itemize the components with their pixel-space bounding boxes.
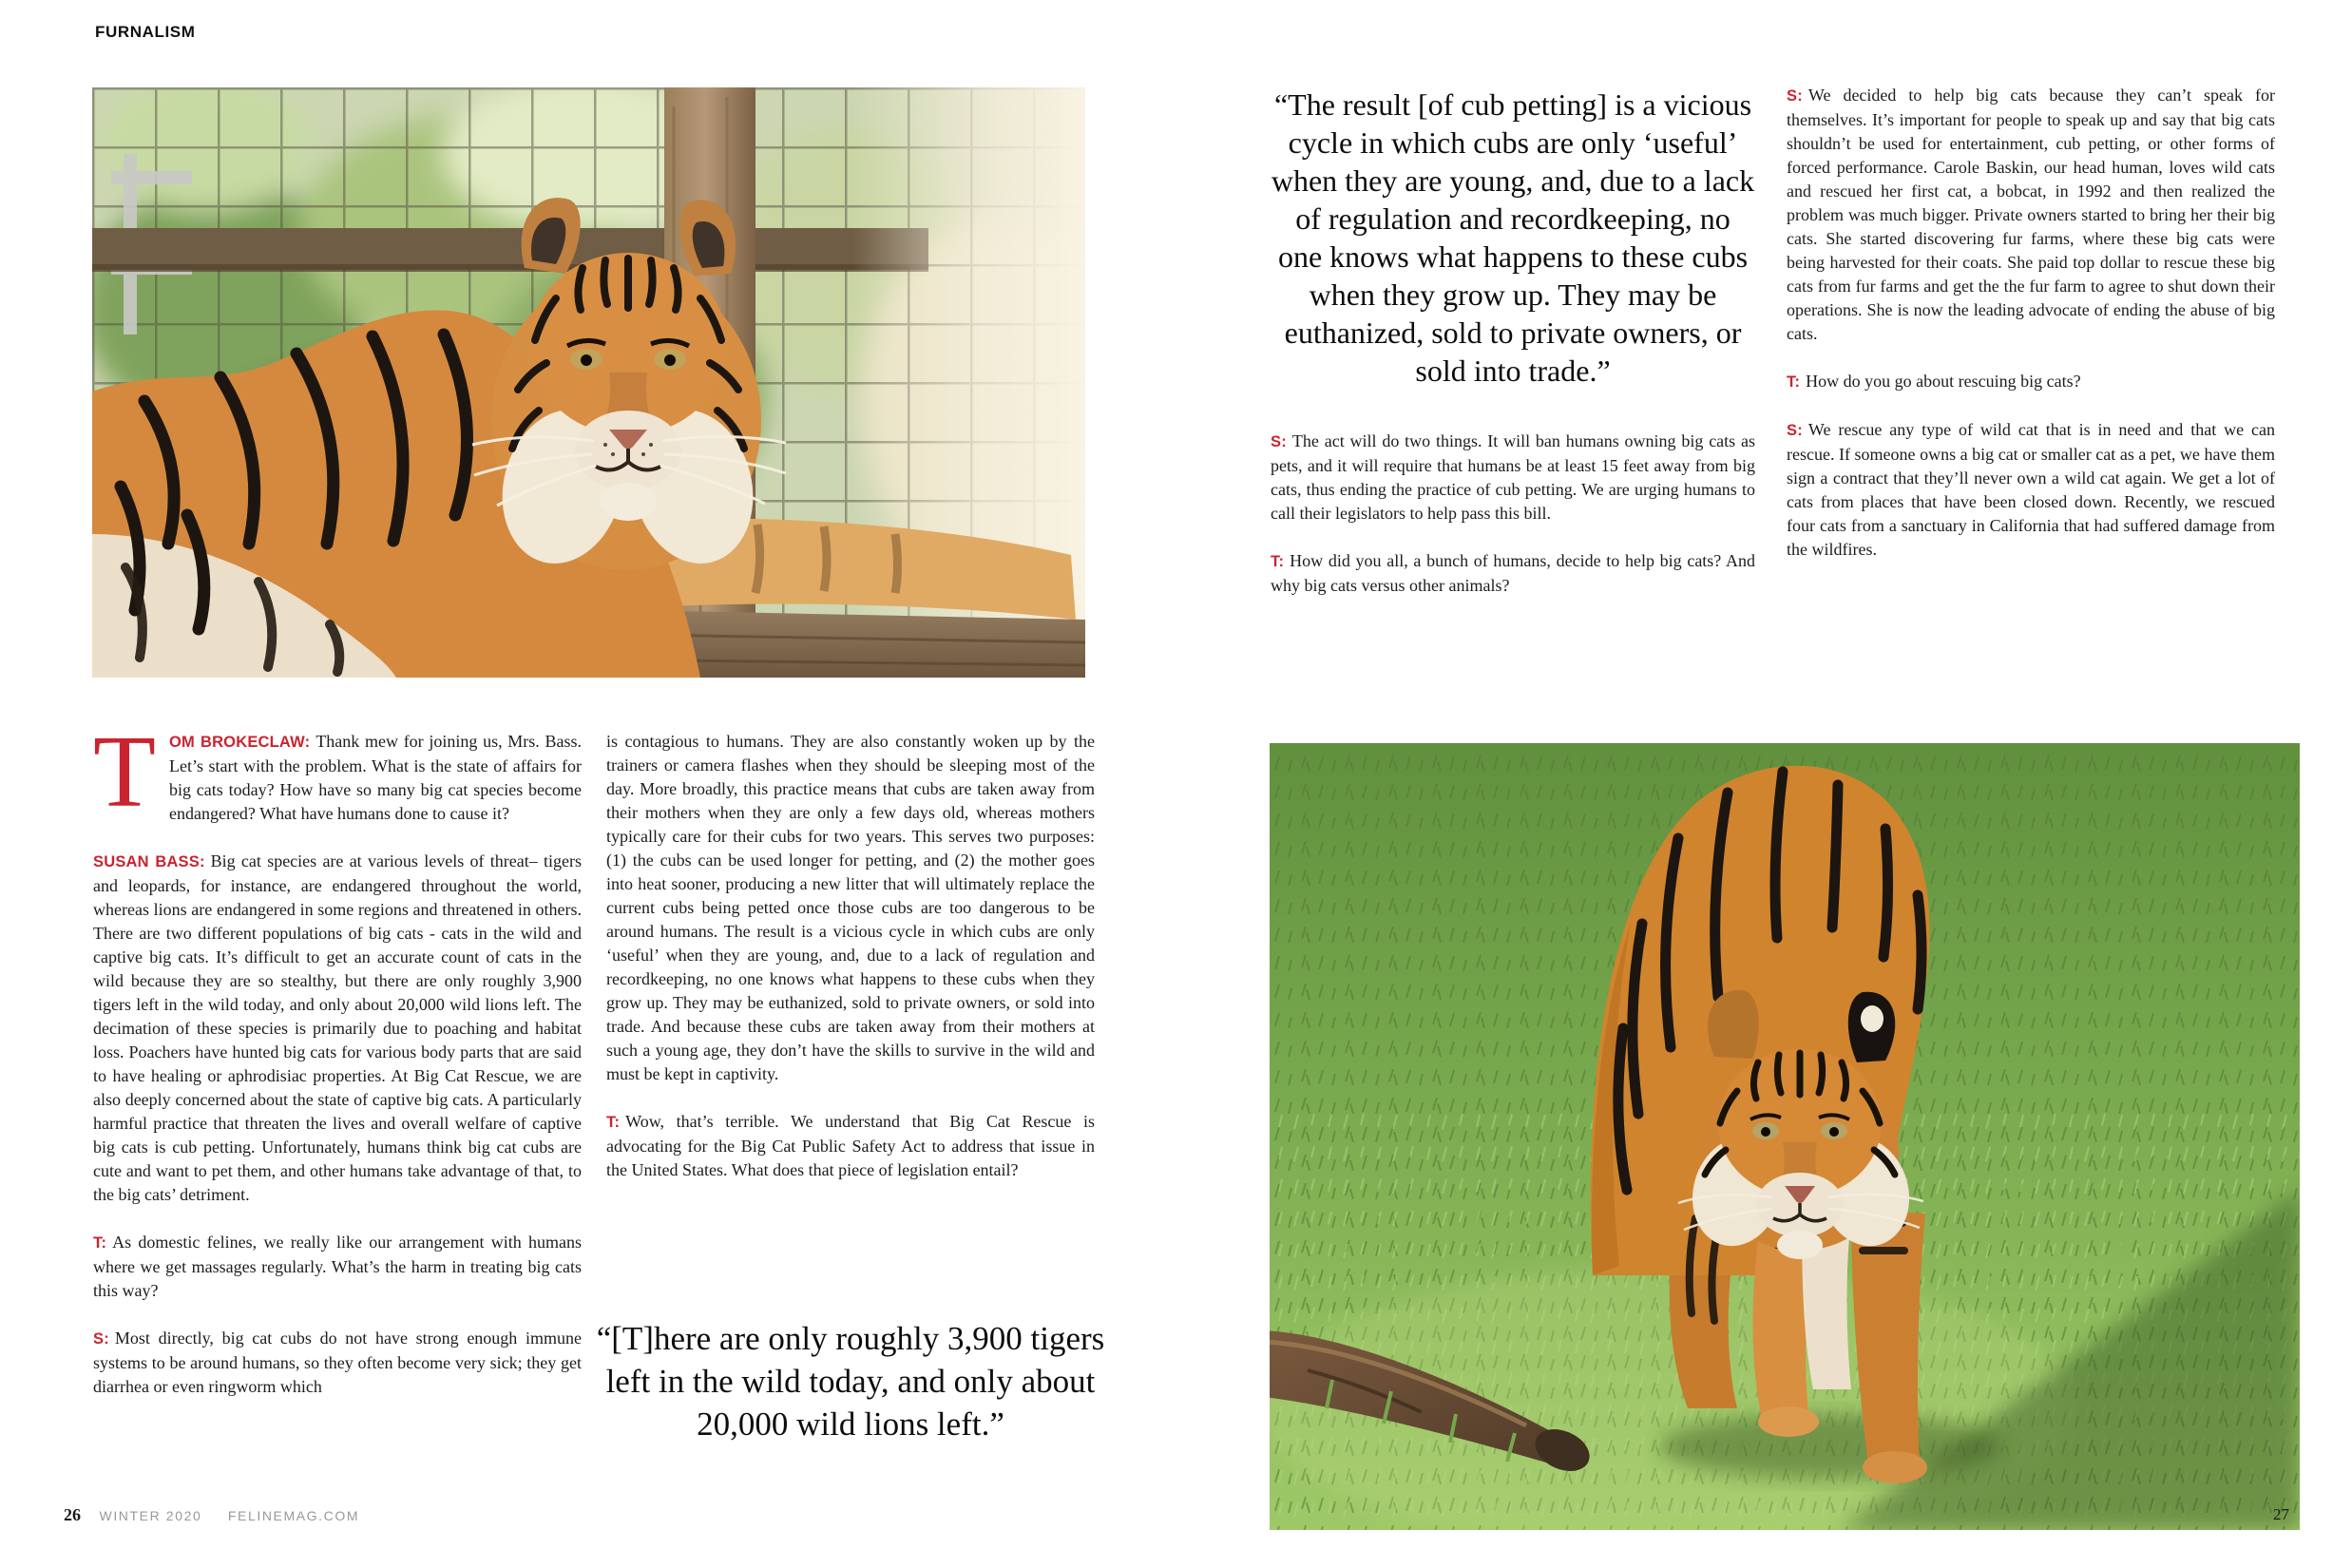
paragraph [1787, 84, 2275, 346]
page-number-left: 26 [64, 1505, 81, 1524]
paragraph-text: As domestic felines, we really like our arrangement with humans where we get massages regularly. What’s the harm in treating big cats this way? [93, 1233, 582, 1300]
article-column-1 [93, 716, 582, 1423]
paragraph-text: The act will do two things. It will ban humans owning big cats as pets, and it will require that humans be at least 15 feet away from big cats, thus ending the practice of cub petting. We are urging humans to call their legislators to help pass this bill. [1271, 431, 1755, 523]
drop-cap: T [93, 716, 156, 829]
tiger-walking-illustration [1270, 743, 2300, 1530]
footer-left [64, 1505, 380, 1525]
paragraph-text: Wow, that’s terrible. We understand that Big Cat Rescue is advocating for the Big Cat Public Safety Act to address that issue in the United States. What does that piece of legislation entail? [606, 1112, 1095, 1179]
paragraph-text: We decided to help big cats because they can’t speak for themselves. It’s important for people to speak up and say that big cats shouldn’t be used for entertainment, cub petting, or other forms of forced performance. Carole Baskin, our head human, loves wild cats and rescued her first cat, a bobcat, in 1992 and then realized the problem was much bigger. Private owners started to bring her their big cats. She started discovering fur farms, where these big cats were being harvested for their coats. She paid top dollar to rescue these big cats from fur farms and get the the fur farm to agree to shut down their operations. She is now the leading advocate of ending the abuse of big cats. [1787, 86, 2275, 343]
article-column-2 [606, 730, 1095, 1206]
speaker-label: T: [1271, 553, 1285, 570]
speaker-label: SUSAN BASS: [93, 853, 205, 870]
speaker-label: S: [1787, 87, 1803, 105]
paragraph [606, 1110, 1095, 1182]
article-column-3 [1271, 57, 1755, 621]
paragraph [1271, 430, 1755, 526]
speaker-label: S: [1787, 422, 1803, 439]
paragraph-intro [93, 716, 582, 829]
tiger-resting-illustration [92, 87, 1085, 678]
paragraph-text: Most directly, big cat cubs do not have strong enough immune systems to be around humans, so they often become very sick; they get diarrhea or even ringworm which [93, 1329, 582, 1396]
paragraph [606, 730, 1095, 1086]
pull-quote-tigers: “[T]here are only roughly 3,900 tigers left in the wild today, and only about 20,000 wild lions left.” [596, 1320, 1105, 1443]
footer-website: FELINEMAG.COM [227, 1508, 360, 1523]
page-number-right: 27 [2273, 1505, 2289, 1523]
section-kicker: FURNALISM [95, 23, 196, 41]
tiger-resting-photo [92, 87, 1085, 678]
article-column-4 [1787, 84, 2275, 585]
tiger-walking-photo [1270, 743, 2300, 1530]
paragraph [1271, 549, 1755, 598]
paragraph-text: How do you go about rescuing big cats? [1806, 372, 2081, 391]
paragraph [93, 850, 582, 1207]
speaker-label: T: [1787, 373, 1801, 391]
pull-quote-cub-petting: “The result [of cub petting] is a vicious cycle in which cubs are only ‘useful’ when they are young, and, due to a lack of regulation and recordkeeping, no one knows what happens to these cubs when they grow up. They may be euthanized, sold to private owners, or sold into trade.” [1271, 87, 1755, 388]
speaker-label: OM BROKECLAW: [168, 734, 311, 751]
paragraph-text: Thank mew for joining us, Mrs. Bass. Let’s start with the problem. What is the state of affairs for big cats today? How have so many big cat species become endangered? What have humans done to cause it? [168, 732, 582, 823]
speaker-label: S: [1271, 433, 1287, 450]
paragraph [1787, 370, 2275, 394]
paragraph-text: We rescue any type of wild cat that is in need and that we can rescue. If someone owns a big cat or smaller cat as a pet, we have them sign a contract that they’ll never own a wild cat again. We get a lot of cats from places that have been closed down. Recently, we rescued four cats from a sanctuary in California that had suffered damage from the wildfires. [1787, 420, 2275, 559]
paragraph [1787, 418, 2275, 562]
speaker-label: T: [93, 1234, 107, 1252]
speaker-label: T: [606, 1114, 621, 1131]
paragraph [93, 1231, 582, 1303]
paragraph-text: is contagious to humans. They are also constantly woken up by the trainers or camera flashes when they should be sleeping most of the day. More broadly, this practice means that cubs are taken away from their mothers when they are only a few days old, whereas mothers typically care for their cubs for two years. This serves two purposes: (1) the cubs can be used longer for petting, and (2) the mother goes into heat sooner, producing a new litter that will ultimately replace the current cubs being petted once those cubs are too dangerous to be around humans. The result is a vicious cycle in which cubs are only ‘useful’ when they are young, and, due to a lack of regulation and recordkeeping, no one knows what happens to these cubs when they grow up. They may be euthanized, sold to private owners, or sold into trade. And because these cubs are taken away from their mothers at such a young age, they don’t have the skills to survive in the wild and must be kept in captivity. [606, 732, 1095, 1083]
speaker-label: S: [93, 1330, 109, 1348]
paragraph [93, 1327, 582, 1399]
paragraph-text: How did you all, a bunch of humans, decide to help big cats? And why big cats versus other animals? [1271, 551, 1755, 595]
paragraph-text: Big cat species are at various levels of threat– tigers and leopards, for instance, are endangered throughout the world, whereas lions are endangered in some regions and threatened in others. There are two different populations of big cats - cats in the wild and captive big cats. It’s difficult to get an accurate count of cats in the wild because they are so stealthy, but there are only roughly 3,900 tigers left in the wild today, and only about 20,000 wild lions left. The decimation of these species is primarily due to poaching and habitat loss. Poachers have hunted big cats for various body parts that are said to have healing or aphrodisiac properties. At Big Cat Rescue, we are also deeply concerned about the state of captive big cats. A particularly harmful practice that threaten the lives and overall welfare of captive big cats is cub petting. Unfortunately, humans think big cat cubs are cute and want to pet them, and other humans take advantage of that, to the big cats’ detriment. [93, 851, 582, 1204]
footer-issue: WINTER 2020 [99, 1508, 202, 1523]
